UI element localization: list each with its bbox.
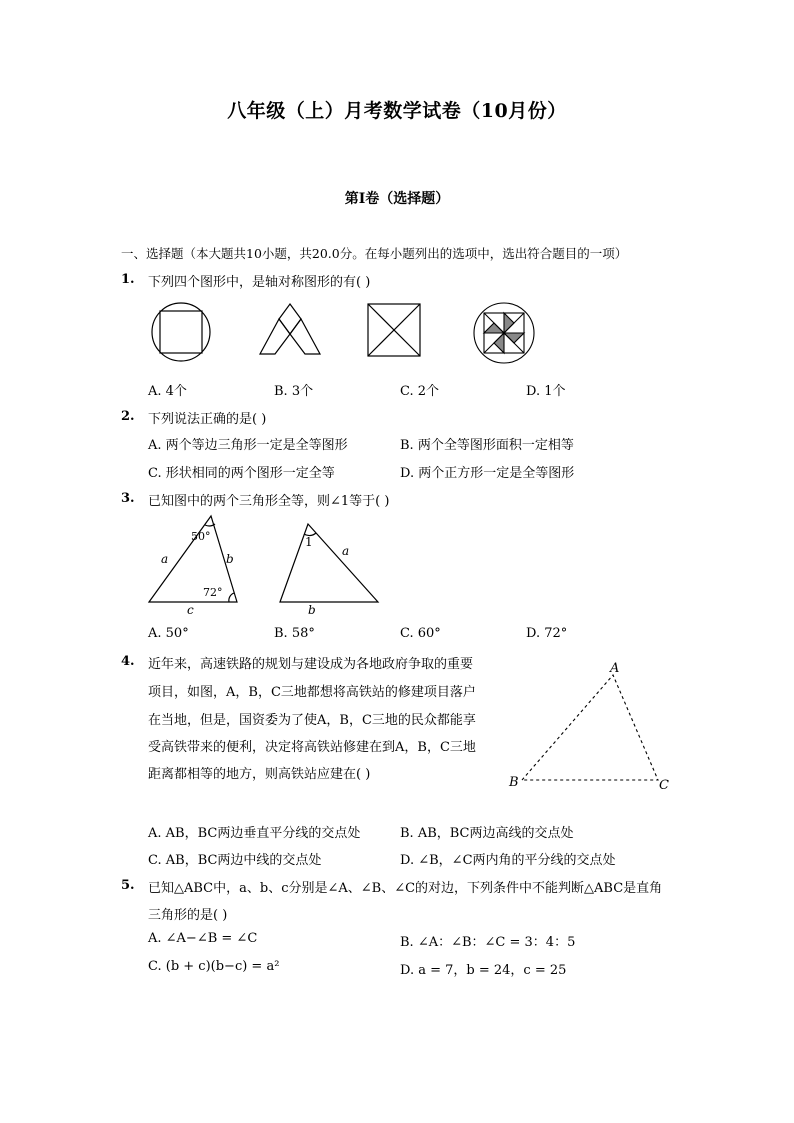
question-1-figures	[148, 302, 548, 364]
tri1-side-b-label: b	[226, 552, 234, 566]
tri2-angle-1-label: 1	[305, 535, 313, 549]
pinwheel-circle-figure	[474, 303, 534, 363]
question-4-stem-line-2: 项目，如图，A，B，C三地都想将高铁站的修建项目落户	[148, 685, 476, 700]
vertex-c-label: C	[659, 778, 669, 793]
question-1-option-a[interactable]: A. 4个	[148, 384, 187, 399]
question-4-option-d[interactable]: D. ∠B，∠C两内角的平分线的交点处	[400, 853, 616, 868]
tri1-side-c-label: c	[187, 603, 194, 617]
question-2-option-b[interactable]: B. 两个全等图形面积一定相等	[400, 438, 574, 453]
question-4-stem-line-1: 近年来，高速铁路的规划与建设成为各地政府争取的重要	[148, 657, 474, 672]
question-3-figures	[145, 512, 385, 620]
question-4-option-c[interactable]: C. AB，BC两边中线的交点处	[148, 853, 322, 868]
question-4-number: 4.	[121, 654, 135, 669]
question-5-number: 5.	[121, 878, 135, 893]
question-4-option-b[interactable]: B. AB，BC两边高线的交点处	[400, 826, 574, 841]
vertex-a-label: A	[610, 661, 620, 676]
page-title: 八年级（上）月考数学试卷（10月份）	[227, 100, 567, 122]
tri1-angle-72-label: 72°	[203, 586, 223, 599]
tri1-angle-50-label: 50°	[191, 530, 211, 543]
section-heading: 一、选择题（本大题共10小题，共20.0分。在每小题列出的选项中，选出符合题目的一项）	[121, 246, 628, 261]
three-rhombus-figure	[260, 304, 320, 354]
circle-square-figure	[152, 303, 210, 361]
question-2-option-a[interactable]: A. 两个等边三角形一定是全等图形	[148, 438, 348, 453]
question-5-option-c[interactable]: C. (b + c)(b−c) = a²	[148, 959, 280, 974]
square-diagonals-figure	[368, 304, 420, 356]
question-1-number: 1.	[121, 272, 135, 287]
question-3-option-a[interactable]: A. 50°	[148, 626, 189, 641]
question-3-stem: 已知图中的两个三角形全等，则∠1等于( )	[148, 494, 390, 509]
question-4-stem-line-3: 在当地，但是，国资委为了使A，B，C三地的民众都能享	[148, 713, 476, 728]
tri2-side-a-label: a	[342, 544, 350, 558]
question-4-option-a[interactable]: A. AB，BC两边垂直平分线的交点处	[148, 826, 361, 841]
question-1-stem: 下列四个图形中，是轴对称图形的有( )	[148, 275, 371, 290]
section-title: 第I卷（选择题）	[344, 191, 450, 207]
triangle-2	[280, 524, 378, 602]
question-5-option-d[interactable]: D. a = 7，b = 24，c = 25	[400, 963, 567, 978]
question-1-option-d[interactable]: D. 1个	[526, 384, 566, 399]
question-2-number: 2.	[121, 409, 135, 424]
question-3-option-c[interactable]: C. 60°	[400, 626, 441, 641]
question-5-option-a[interactable]: A. ∠A−∠B = ∠C	[148, 931, 258, 946]
question-4-stem-line-5: 距离都相等的地方，则高铁站应建在( )	[148, 767, 371, 782]
question-1-option-c[interactable]: C. 2个	[400, 384, 440, 399]
tri2-side-b-label: b	[308, 603, 316, 617]
question-3-option-b[interactable]: B. 58°	[274, 626, 315, 641]
question-2-option-d[interactable]: D. 两个正方形一定是全等图形	[400, 466, 575, 481]
question-2-stem: 下列说法正确的是( )	[148, 412, 267, 427]
question-2-option-c[interactable]: C. 形状相同的两个图形一定全等	[148, 466, 335, 481]
question-5-stem-line-2: 三角形的是( )	[148, 908, 228, 923]
question-4-triangle-figure	[505, 658, 675, 796]
question-1-option-b[interactable]: B. 3个	[274, 384, 314, 399]
question-5-stem-line-1: 已知△ABC中，a、b、c分别是∠A、∠B、∠C的对边，下列条件中不能判断△ABC是直角	[148, 881, 663, 896]
question-4-stem-line-4: 受高铁带来的便利，决定将高铁站修建在到A，B，C三地	[148, 740, 476, 755]
tri1-side-a-label: a	[161, 552, 169, 566]
vertex-b-label: B	[509, 775, 519, 790]
question-3-option-d[interactable]: D. 72°	[526, 626, 568, 641]
question-5-option-b[interactable]: B. ∠A：∠B：∠C = 3：4：5	[400, 935, 576, 950]
question-3-number: 3.	[121, 491, 135, 506]
